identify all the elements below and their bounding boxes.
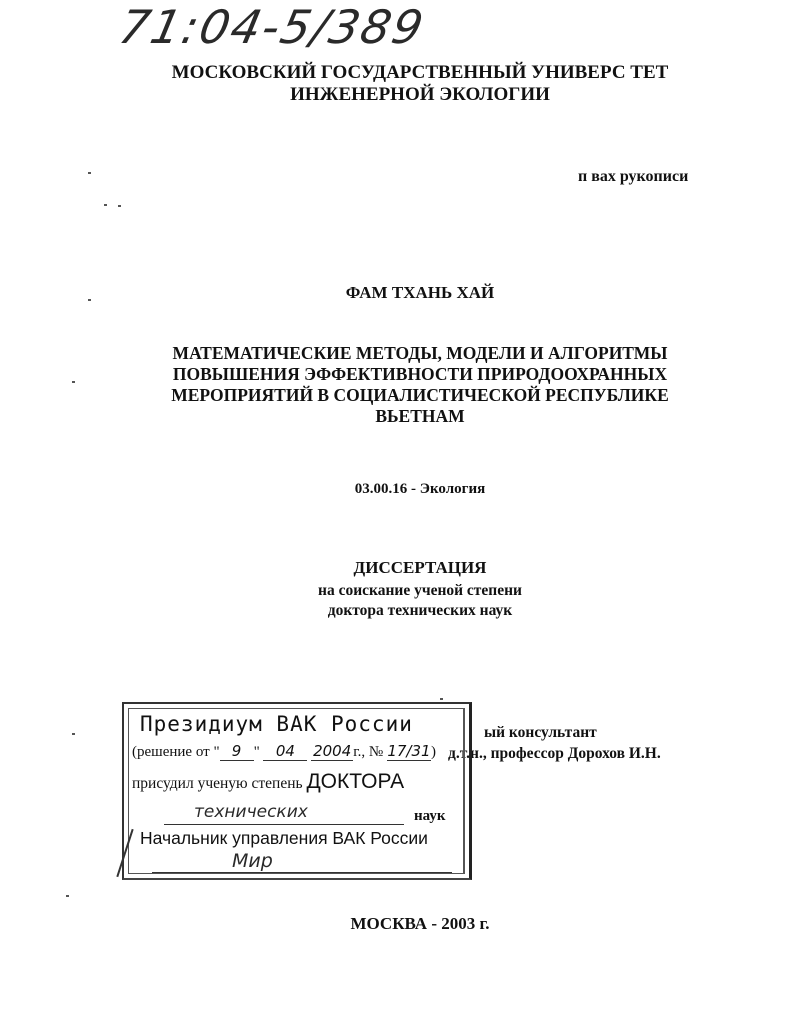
scientific-consultant xyxy=(448,722,661,764)
stamp-signature-line xyxy=(152,872,452,873)
dissertation-line-1: на соискание ученой степени xyxy=(318,582,522,599)
dissertation-degree xyxy=(200,581,640,621)
archive-number: 71:04-5/389 xyxy=(114,0,430,54)
scan-speck xyxy=(66,895,69,897)
thesis-title xyxy=(150,343,690,427)
scan-speck xyxy=(440,698,443,700)
stamp-year: 2004 xyxy=(313,742,352,760)
stamp-number-suffix: ) xyxy=(430,744,436,760)
city-year: МОСКВА - 2003 г. xyxy=(350,914,490,933)
stamp-title: Президиум ВАК России xyxy=(140,712,413,736)
consultant-line-1: ый консультант xyxy=(484,724,597,741)
consultant-line-2: д.т.н., профессор Дорохов И.Н. xyxy=(448,745,661,762)
university-line-1: МОСКОВСКИЙ ГОСУДАРСТВЕННЫЙ УНИВЕРС ТЕТ xyxy=(171,62,669,83)
stamp-year-suffix: г., № xyxy=(353,744,384,760)
stamp-sciences: наук xyxy=(414,808,446,824)
thesis-title-line-2: ПОВЫШЕНИЯ ЭФФЕКТИВНОСТИ ПРИРОДООХРАННЫХ xyxy=(172,364,668,384)
scan-speck xyxy=(118,205,121,207)
thesis-title-line-4: ВЬЕТНАМ xyxy=(375,406,465,426)
thesis-title-line-3: МЕРОПРИЯТИЙ В СОЦИАЛИСТИЧЕСКОЙ РЕСПУБЛИКЕ xyxy=(171,385,669,405)
vak-stamp xyxy=(122,702,472,880)
dissertation-line-2: доктора технических наук xyxy=(327,602,513,619)
stamp-awarded-line xyxy=(132,770,404,794)
author-name: ФАМ ТХАНЬ ХАЙ xyxy=(345,283,495,302)
scan-speck xyxy=(104,204,107,206)
stamp-decision-line: (решение от " 9 " 04 2004 г., № 17/31) xyxy=(132,742,436,760)
stamp-month: 04 xyxy=(263,742,307,761)
manuscript-note: п вах рукописи xyxy=(578,168,689,185)
stamp-signature: Мир xyxy=(232,850,273,872)
stamp-field-handwritten: технических xyxy=(194,802,308,822)
stamp-head-title: Начальник управления ВАК России xyxy=(140,828,428,848)
stamp-degree: ДОКТОРА xyxy=(306,770,405,793)
stamp-number: 17/31 xyxy=(387,742,431,760)
scan-speck xyxy=(88,299,91,301)
specialty-code: 03.00.16 - Экология xyxy=(354,481,486,497)
university-name xyxy=(150,62,690,106)
scan-speck xyxy=(72,733,75,735)
dissertation-heading: ДИССЕРТАЦИЯ xyxy=(353,558,487,577)
stamp-decision-prefix: (решение от xyxy=(132,744,210,760)
scan-speck xyxy=(72,381,75,383)
scan-speck xyxy=(88,172,91,174)
thesis-title-line-1: МАТЕМАТИЧЕСКИЕ МЕТОДЫ, МОДЕЛИ И АЛГОРИТМЫ xyxy=(172,343,668,363)
stamp-awarded-text: присудил ученую степень xyxy=(132,775,303,792)
stamp-day: 9 xyxy=(220,742,254,761)
university-line-2: ИНЖЕНЕРНОЙ ЭКОЛОГИИ xyxy=(290,84,550,105)
